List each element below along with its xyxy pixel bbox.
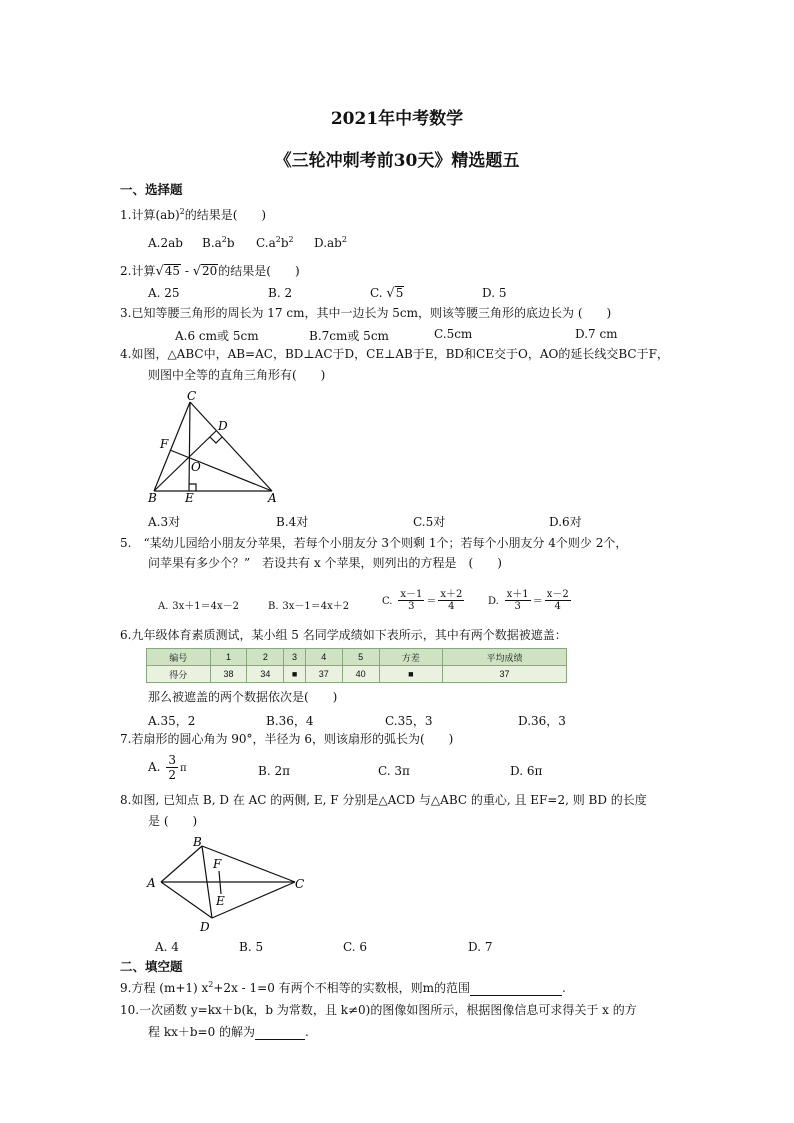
table-cell: 37 (305, 666, 342, 683)
table-header-cell: 5 (342, 649, 379, 666)
question-4-line1: 4.如图，△ABC中，AB=AC，BD⊥AC于D，CE⊥AB于E，BD和CE交于O，AO的延长线交BC于F， (120, 347, 669, 361)
question-7: 7.若扇形的圆心角为 90°，半径为 6，则该扇形的弧长为( ) (120, 732, 454, 746)
table-header-row (147, 649, 567, 666)
q1-option-d: $D.ab^2$ (314, 235, 347, 250)
q2-option-d: D. 5 (482, 286, 507, 300)
title-year: 2021年中考数学 (330, 109, 464, 129)
answer-blank[interactable] (470, 981, 562, 996)
question-9: 9.方程 (m+1) $x^2+2x - 1=0$ 有两个不相等的实数根，则m的范围 . (120, 980, 566, 995)
q2-option-c: C. √5 (370, 286, 404, 301)
question-6-line1: 6.九年级体育素质测试，某小组 5 名同学成绩如下表所示，其中有两个数据被遮盖： (120, 628, 567, 642)
label-F: F (160, 437, 169, 451)
label-O: O (191, 460, 201, 474)
q1-option-b: $B.a^2b$ (202, 235, 235, 250)
question-4-line2: 则图中全等的直角三角形有( ) (148, 368, 326, 382)
q4-option-d: D.6对 (549, 515, 582, 529)
title-main: 《三轮冲刺考前30天》精选题五 (274, 151, 520, 171)
table-cell: 得分 (147, 666, 211, 683)
q2-option-b: B. 2 (268, 286, 293, 300)
q4-option-c: C.5对 (413, 515, 446, 529)
table-cell: 37 (443, 666, 567, 683)
q8-option-a: A. 4 (155, 940, 179, 954)
table-header-cell: 4 (305, 649, 342, 666)
question-1: 1.计算(ab)$^2$的结果是( ) (120, 207, 267, 222)
table-header-cell: 3 (284, 649, 306, 666)
table-header-cell: 方差 (379, 649, 443, 666)
table-cell: 38 (210, 666, 247, 683)
q4-option-b: B.4对 (276, 515, 309, 529)
table-cell: ■ (379, 666, 443, 683)
question-3: 3.已知等腰三角形的周长为 17 cm，其中一边长为 5cm，则该等腰三角形的底边长为 ( ) (120, 306, 612, 320)
q1-option-c: $C.a^2b^2$ (256, 235, 294, 250)
q6-option-c: C.35，3 (385, 714, 433, 728)
q5-option-b: B. 3x－1＝4x＋2 (268, 601, 350, 612)
label-C: C (295, 877, 305, 891)
q7-option-a: A. $\frac{3}{2}$ π (148, 753, 187, 782)
table-header-cell: 2 (247, 649, 284, 666)
q3-option-d: D.7 cm (575, 327, 618, 341)
label-A: A (268, 491, 277, 505)
q8-option-c: C. 6 (343, 940, 368, 954)
q1-option-a: A.2ab (148, 236, 183, 250)
q5-option-c: C. $\frac{x-1}{3}$ ＝ $\frac{x+2}{4}$ (382, 589, 463, 612)
question-8-line1: 8.如图, 已知点 B, D 在 AC 的两侧, E, F 分别是△ACD 与△ABC 的重心, 且 EF=2, 则 BD 的长度 (120, 793, 647, 807)
q7-option-b: B. 2π (258, 764, 290, 778)
label-E: E (216, 894, 225, 908)
label-E: E (185, 491, 194, 505)
q3-option-b: B.7cm或 5cm (309, 329, 389, 343)
answer-blank[interactable] (255, 1025, 305, 1040)
table-cell: ■ (284, 666, 306, 683)
label-A: A (147, 876, 156, 890)
table-header-cell: 1 (210, 649, 247, 666)
q3-option-a: A.6 cm或 5cm (175, 329, 259, 343)
table-header-cell: 编号 (147, 649, 211, 666)
q6-option-a: A.35，2 (148, 714, 196, 728)
question-6-line2: 那么被遮盖的两个数据依次是( ) (148, 690, 338, 704)
q5-option-d: D. $\frac{x+1}{3}$ ＝ $\frac{x-2}{4}$ (488, 589, 569, 612)
question-10-line2: 程 kx＋b=0 的解为 . (148, 1025, 309, 1039)
quadrilateral-figure-q8 (144, 832, 314, 937)
label-F: F (213, 857, 222, 871)
label-D: D (200, 920, 210, 934)
score-table (146, 648, 567, 683)
q4-option-a: A.3对 (148, 515, 181, 529)
label-B: B (193, 835, 202, 849)
q7-option-c: C. 3π (378, 764, 410, 778)
q5-option-a: A. 3x＋1＝4x－2 (158, 601, 239, 612)
table-header-cell: 平均成绩 (443, 649, 567, 666)
question-2: 2.计算√45 - √20的结果是( ) (120, 264, 300, 279)
q6-option-d: D.36，3 (518, 714, 566, 728)
q8-option-b: B. 5 (239, 940, 264, 954)
question-5-line2: 问苹果有多少个？” 若设共有 x 个苹果，则列出的方程是 ( ) (148, 556, 502, 570)
triangle-figure-q4 (140, 388, 290, 508)
q8-option-d: D. 7 (468, 940, 493, 954)
section-fill-in: 二、填空题 (120, 959, 183, 974)
label-D: D (218, 419, 228, 433)
label-C: C (187, 389, 197, 403)
section-choice: 一、选择题 (120, 182, 183, 197)
q7-option-d: D. 6π (510, 764, 543, 778)
table-cell: 40 (342, 666, 379, 683)
q3-option-c: C.5cm (434, 327, 473, 341)
label-B: B (148, 491, 157, 505)
table-row (147, 666, 567, 683)
q2-option-a: A. 25 (148, 286, 180, 300)
q6-option-b: B.36，4 (266, 714, 314, 728)
question-5-line1: 5. “某幼儿园给小朋友分苹果，若每个小朋友分 3个则剩 1个；若每个小朋友分 4个则少 2个， (120, 536, 628, 550)
question-10-line1: 10.一次函数 y=kx＋b(k，b 为常数，且 k≠0)的图像如图所示，根据图像信息可求得关于 x 的方 (120, 1003, 637, 1017)
table-cell: 34 (247, 666, 284, 683)
question-8-line2: 是 ( ) (148, 814, 198, 828)
